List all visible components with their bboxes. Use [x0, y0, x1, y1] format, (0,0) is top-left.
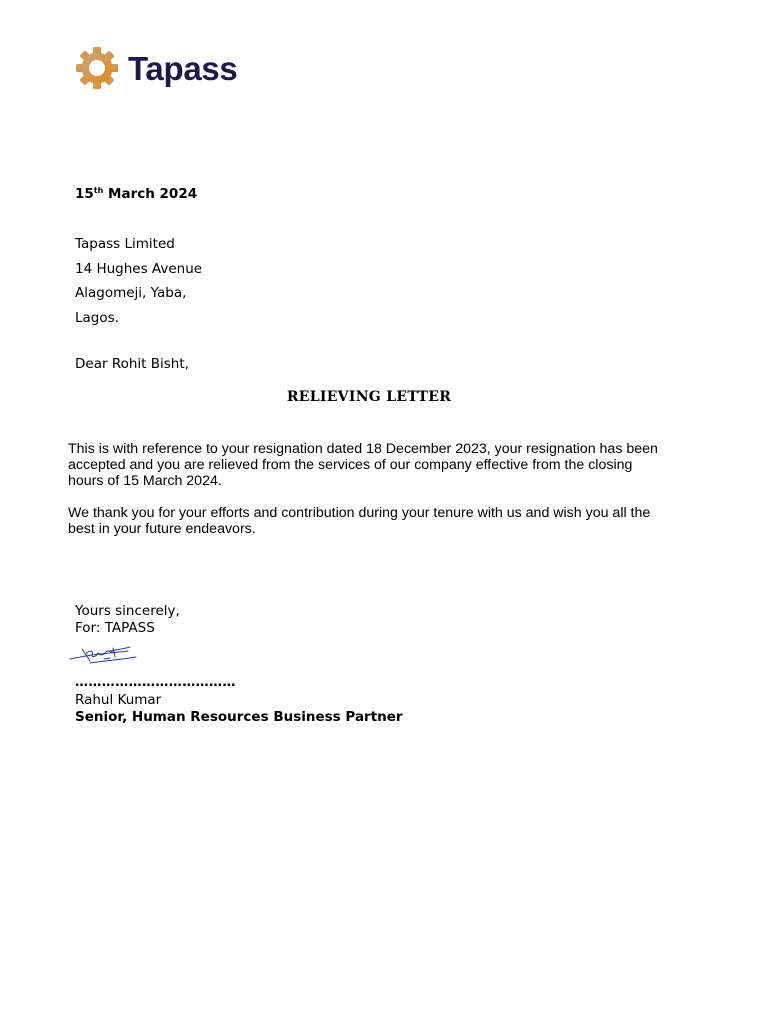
closing-block — [75, 603, 180, 636]
signer-name: Rahul Kumar — [75, 692, 162, 708]
date-day: 15 — [75, 186, 94, 202]
for-company-line: For: TAPASS — [75, 619, 155, 636]
recipient-address — [75, 234, 202, 332]
letter-date — [75, 186, 197, 202]
body-paragraph: This is with reference to your resignation dated 18 December 2023, your resignation has been accepted and you are relieved from the services of our company effective from the closing hours of 15 March 2024. — [68, 441, 658, 489]
address-line: Tapass Limited — [75, 236, 175, 252]
date-month-year: March 2024 — [103, 186, 198, 202]
signer-block — [75, 692, 403, 726]
salutation: Dear Rohit Bisht, — [75, 356, 189, 372]
company-logo — [73, 46, 237, 90]
body-paragraph: We thank you for your efforts and contribution during your tenure with us and wish you all the best in your future endeavors. — [68, 505, 651, 537]
handwritten-signature — [68, 644, 140, 666]
signature-line: ……………………………… — [75, 675, 236, 690]
address-line: 14 Hughes Avenue — [75, 260, 203, 277]
closing-phrase: Yours sincerely, — [75, 603, 180, 619]
gear-icon — [73, 46, 121, 90]
letter-subject: RELIEVING LETTER — [286, 389, 452, 405]
logo-wordmark: Tapass — [128, 49, 238, 87]
address-line: Lagos. — [75, 309, 119, 326]
signer-title: Senior, Human Resources Business Partner — [75, 709, 403, 725]
date-suffix: th — [93, 186, 104, 195]
address-line: Alagomeji, Yaba, — [75, 285, 187, 301]
